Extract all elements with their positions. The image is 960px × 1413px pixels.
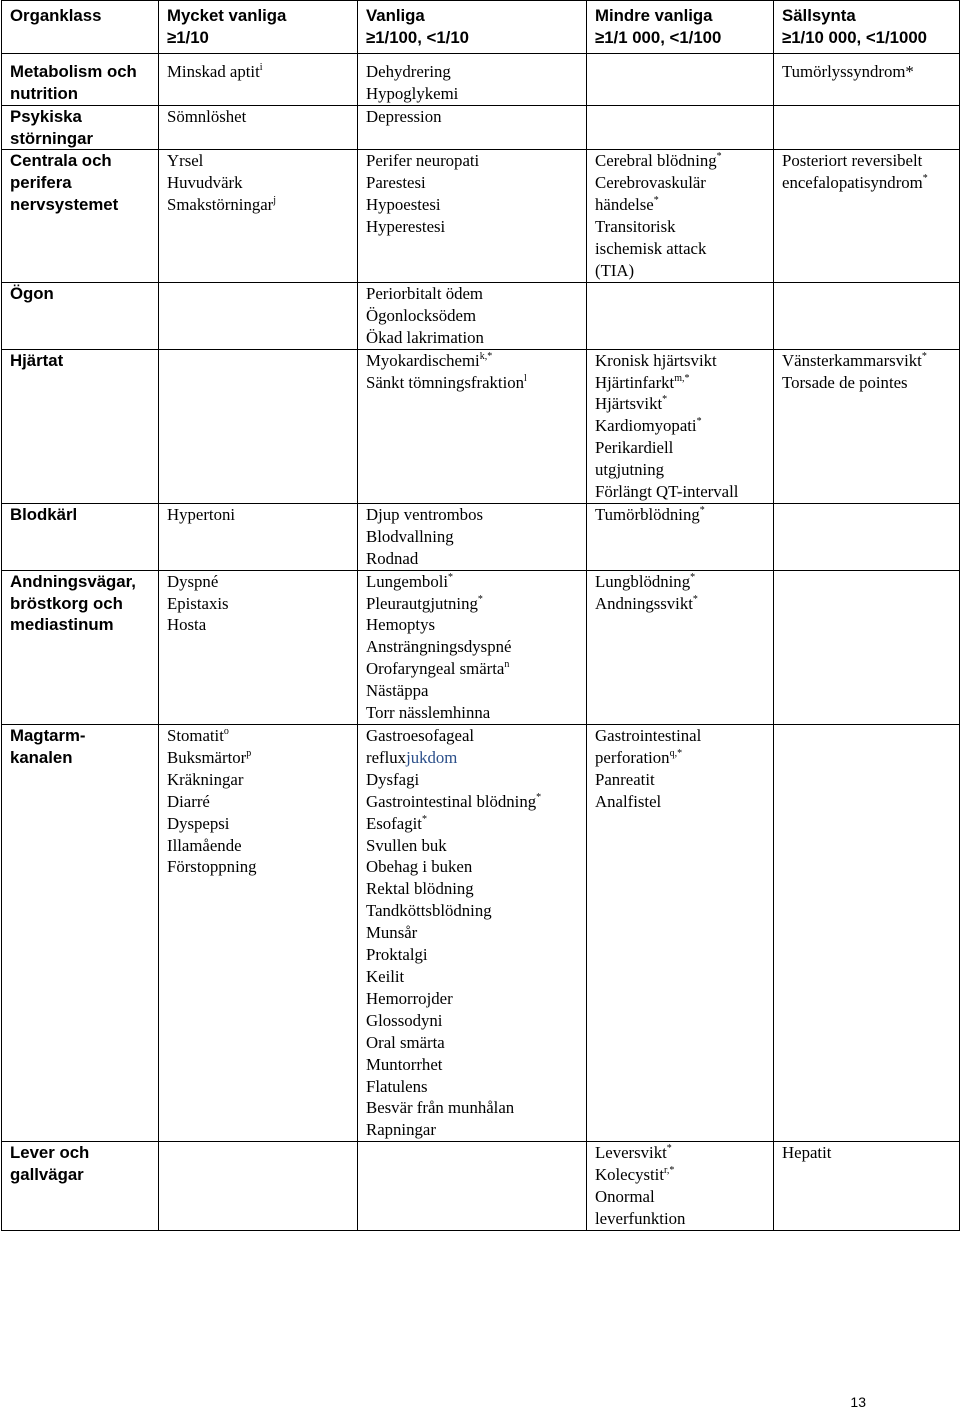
organ-class-cell (2, 282, 159, 349)
reaction-text: Sänkt tömningsfraktion (366, 372, 525, 392)
reaction-text: Panreatit (595, 769, 655, 789)
adverse-reactions-table (1, 0, 960, 1231)
reaction-term (366, 856, 583, 878)
footnote-marker: * (690, 571, 696, 583)
reaction-text: händelse (595, 195, 654, 215)
organ-class-line: Andningsvägar, (10, 571, 136, 591)
reaction-text: (TIA) (595, 260, 635, 280)
reaction-term (167, 593, 354, 615)
reaction-text: Gastrointestinal (595, 726, 702, 745)
cell-mindre-vanliga (587, 570, 774, 724)
footnote-marker: * (448, 571, 454, 583)
reaction-text: Posteriort reversibelt (782, 151, 923, 171)
reaction-term (366, 571, 583, 593)
table-row (2, 1142, 960, 1231)
cell-mycket-vanliga (159, 725, 358, 1142)
organ-class-line: Metabolism och (10, 61, 137, 81)
cell-mycket-vanliga (159, 150, 358, 282)
footnote-marker: * (653, 195, 659, 207)
reaction-term (167, 504, 354, 526)
reaction-term (366, 988, 583, 1010)
organ-class-cell (2, 503, 159, 570)
organ-class-line: kanalen (10, 747, 73, 767)
cell-mycket-vanliga (159, 1142, 358, 1231)
cell-sallsynta (774, 53, 960, 105)
reaction-text: Esofagit (366, 813, 422, 833)
reaction-term (366, 747, 583, 769)
reaction-term (366, 216, 583, 238)
reaction-term (595, 350, 770, 372)
reaction-term (167, 571, 354, 593)
footnote-marker: o (223, 726, 229, 737)
reaction-term (366, 835, 583, 857)
reaction-text: Glossodyni (366, 1010, 443, 1030)
reaction-term (366, 305, 583, 327)
reaction-term (167, 747, 354, 769)
reaction-text: Hjärtsvikt (595, 394, 663, 414)
organ-class-line: störningar (10, 128, 93, 148)
footnote-marker: * (536, 791, 542, 803)
reaction-term (167, 106, 354, 128)
cell-mycket-vanliga (159, 282, 358, 349)
reaction-text: Lungblödning (595, 571, 691, 591)
reaction-text: Flatulens (366, 1076, 428, 1096)
reaction-term (595, 481, 770, 503)
reaction-text: Huvudvärk (167, 173, 243, 193)
reaction-term (167, 813, 354, 835)
cell-mycket-vanliga (159, 349, 358, 503)
table-header-row (2, 1, 960, 54)
reaction-term (595, 725, 770, 747)
footnote-marker: * (716, 151, 722, 163)
reaction-term (366, 172, 583, 194)
cell-mindre-vanliga (587, 105, 774, 150)
reaction-term (366, 327, 583, 349)
cell-vanliga (358, 282, 587, 349)
cell-mindre-vanliga (587, 349, 774, 503)
reaction-term (366, 966, 583, 988)
reaction-term (366, 725, 583, 747)
cell-vanliga (358, 53, 587, 105)
reaction-term (366, 658, 583, 680)
reaction-term (366, 593, 583, 615)
reaction-term (595, 415, 770, 437)
reaction-text: Ökad lakrimation (366, 327, 484, 347)
reaction-text: Hemoptys (366, 615, 435, 635)
footnote-marker: r,* (663, 1165, 675, 1177)
reaction-text: Kronisk hjärtsvikt (595, 350, 717, 370)
reaction-term (366, 372, 583, 394)
cell-sallsynta (774, 1142, 960, 1231)
reaction-term (366, 1010, 583, 1032)
reaction-text: Hosta (167, 615, 207, 635)
footnote-marker: * (662, 394, 668, 406)
reaction-term (366, 106, 583, 128)
reaction-term (366, 878, 583, 900)
reaction-term (595, 791, 770, 813)
reaction-text: Analfistel (595, 791, 662, 811)
reaction-text: Gastroesofageal (366, 726, 475, 745)
reaction-text: Torsade de pointes (782, 372, 908, 392)
reaction-term (595, 437, 770, 459)
reaction-text: Myokardischemi (366, 350, 480, 370)
reaction-text: Kräkningar (167, 769, 244, 789)
reaction-text: Hyperestesi (366, 217, 446, 237)
footnote-marker: q,* (669, 747, 683, 759)
reaction-text: Oral smärta (366, 1032, 445, 1052)
reaction-term (595, 769, 770, 791)
cell-mindre-vanliga (587, 150, 774, 282)
reaction-text: Tumörlyssyndrom* (782, 61, 914, 81)
reaction-term (366, 61, 583, 83)
header-mindre-vanliga: Mindre vanliga ≥1/1 000, <1/100 (587, 1, 774, 54)
reaction-term (167, 150, 354, 172)
cell-mindre-vanliga (587, 53, 774, 105)
footnote-marker: * (421, 813, 427, 825)
reaction-term (366, 1076, 583, 1098)
reaction-term (595, 1208, 770, 1230)
reaction-text: Perifer neuropati (366, 151, 480, 171)
reaction-term (595, 504, 770, 526)
reaction-term (595, 459, 770, 481)
reaction-text: Förlängt QT-intervall (595, 482, 739, 502)
footnote-marker: k,* (479, 350, 493, 362)
reaction-text: perforation (595, 747, 670, 767)
reaction-text: Obehag i buken (366, 857, 473, 877)
reaction-term (167, 835, 354, 857)
reaction-text: leverfunktion (595, 1208, 686, 1228)
reaction-term (366, 614, 583, 636)
reaction-term (595, 260, 770, 282)
reaction-text: Nästäppa (366, 681, 429, 701)
reaction-text: Hjärtinfarkt (595, 372, 675, 392)
reaction-text: Muntorrhet (366, 1054, 443, 1074)
cell-vanliga (358, 105, 587, 150)
reaction-text: Rodnad (366, 548, 419, 568)
organ-class-line: Lever och (10, 1143, 90, 1163)
table-row (2, 53, 960, 105)
reaction-term (167, 61, 354, 83)
reaction-text: Dyspepsi (167, 813, 230, 833)
cell-sallsynta (774, 725, 960, 1142)
reaction-text: Illamående (167, 835, 242, 855)
reaction-text: Tandköttsblödning (366, 901, 492, 921)
organ-class-line: gallvägar (10, 1165, 84, 1185)
reaction-text: Ögonlocksödem (366, 305, 476, 325)
reaction-text: Kolecystit (595, 1165, 664, 1185)
reaction-text: ischemisk attack (595, 239, 707, 259)
reaction-term (366, 680, 583, 702)
footnote-marker: * (699, 504, 705, 516)
reaction-term (167, 791, 354, 813)
footnote-marker: * (666, 1143, 672, 1155)
reaction-term (366, 1097, 583, 1119)
reaction-text: Proktalgi (366, 945, 428, 965)
reaction-term (366, 504, 583, 526)
reaction-text: Dyspné (167, 571, 219, 591)
cell-mycket-vanliga (159, 503, 358, 570)
reaction-text: Yrsel (167, 151, 204, 171)
reaction-term (366, 1119, 583, 1141)
reaction-term (782, 150, 956, 172)
reaction-term (366, 900, 583, 922)
cell-mindre-vanliga (587, 503, 774, 570)
reaction-text: utgjutning (595, 460, 664, 480)
reaction-text: Gastrointestinal blödning (366, 791, 537, 811)
reaction-text: Tumörblödning (595, 504, 700, 524)
reaction-term (366, 791, 583, 813)
footnote-marker: n (504, 659, 510, 671)
cell-mindre-vanliga (587, 725, 774, 1142)
organ-class-cell (2, 1142, 159, 1231)
reaction-term (595, 194, 770, 216)
reaction-term (366, 769, 583, 791)
footnote-marker: l (524, 372, 527, 384)
reaction-text: Besvär från munhålan (366, 1098, 515, 1118)
reaction-term (167, 856, 354, 878)
header-mycket-vanliga: Mycket vanliga ≥1/10 (159, 1, 358, 54)
reaction-term (366, 922, 583, 944)
reaction-text: Pleurautgjutning (366, 593, 478, 613)
cell-mycket-vanliga (159, 105, 358, 150)
table-row (2, 570, 960, 724)
reaction-term (595, 216, 770, 238)
footnote-marker: j (273, 195, 277, 207)
organ-class-line: Centrala och (10, 151, 112, 171)
cell-mindre-vanliga (587, 1142, 774, 1231)
reaction-text: Transitorisk (595, 217, 676, 237)
footnote-marker: * (692, 593, 698, 605)
reaction-text: Munsår (366, 923, 418, 943)
cell-sallsynta (774, 150, 960, 282)
highlighted-text: jukdom (406, 747, 458, 767)
reaction-text: Stomatit (167, 726, 224, 745)
reaction-text: Hypertoni (167, 504, 236, 524)
reaction-text: Dehydrering (366, 61, 451, 81)
reaction-term (366, 350, 583, 372)
reaction-term (366, 548, 583, 570)
reaction-text: reflux (366, 747, 407, 767)
reaction-text: Cerebral blödning (595, 151, 717, 171)
cell-vanliga (358, 570, 587, 724)
footnote-marker: * (922, 173, 928, 185)
reaction-text: Buksmärtor (167, 747, 247, 767)
reaction-term (167, 172, 354, 194)
reaction-text: Hepatit (782, 1143, 832, 1163)
organ-class-cell (2, 150, 159, 282)
reaction-term (782, 1142, 956, 1164)
reaction-term (366, 702, 583, 724)
organ-class-line: nervsystemet (10, 195, 119, 215)
reaction-text: Depression (366, 106, 442, 126)
reaction-term (595, 372, 770, 394)
reaction-term (366, 150, 583, 172)
reaction-text: Andningssvikt (595, 593, 693, 613)
reaction-text: Cerebrovaskulär (595, 173, 706, 193)
table-row (2, 725, 960, 1142)
cell-vanliga (358, 725, 587, 1142)
reaction-text: Perikardiell (595, 438, 674, 458)
reaction-text: Förstoppning (167, 857, 257, 877)
reaction-term (782, 372, 956, 394)
reaction-text: Rapningar (366, 1120, 436, 1140)
footnote-marker: m,* (674, 372, 690, 384)
reaction-text: Rektal blödning (366, 879, 474, 899)
reaction-text: Minskad aptit (167, 61, 260, 81)
reaction-term (366, 283, 583, 305)
organ-class-cell (2, 570, 159, 724)
organ-class-line: Ögon (10, 283, 54, 303)
reaction-term (595, 1186, 770, 1208)
reaction-text: Onormal (595, 1187, 655, 1207)
reaction-term (366, 1032, 583, 1054)
reaction-text: Kardiomyopati (595, 416, 697, 436)
cell-sallsynta (774, 570, 960, 724)
reaction-term (595, 150, 770, 172)
reaction-term (595, 238, 770, 260)
reaction-text: Leversvikt (595, 1143, 667, 1163)
reaction-term (782, 172, 956, 194)
cell-mycket-vanliga (159, 570, 358, 724)
reaction-term (366, 636, 583, 658)
reaction-text: Lungemboli (366, 571, 449, 591)
organ-class-line: Blodkärl (10, 504, 78, 524)
organ-class-line: bröstkorg och (10, 593, 123, 613)
reaction-term (595, 747, 770, 769)
reaction-term (366, 83, 583, 105)
reaction-term (782, 61, 956, 83)
reaction-text: Keilit (366, 966, 405, 986)
header-organklass: Organklass (2, 1, 159, 54)
reaction-text: Epistaxis (167, 593, 229, 613)
reaction-text: Parestesi (366, 173, 426, 193)
reaction-term (595, 1142, 770, 1164)
reaction-term (595, 1164, 770, 1186)
organ-class-cell (2, 349, 159, 503)
reaction-text: Orofaryngeal smärta (366, 659, 505, 679)
reaction-text: Smakstörningar (167, 195, 274, 215)
organ-class-line: nutrition (10, 83, 79, 103)
reaction-term (366, 1054, 583, 1076)
table-row (2, 503, 960, 570)
reaction-term (595, 172, 770, 194)
reaction-text: Sömnlöshet (167, 106, 247, 126)
table-row (2, 150, 960, 282)
page-number: 13 (850, 1394, 866, 1410)
reaction-term (595, 593, 770, 615)
organ-class-line: Psykiska (10, 106, 82, 126)
reaction-term (167, 769, 354, 791)
cell-vanliga (358, 349, 587, 503)
reaction-term (595, 393, 770, 415)
reaction-text: Djup ventrombos (366, 504, 483, 524)
cell-sallsynta (774, 503, 960, 570)
organ-class-line: mediastinum (10, 615, 114, 635)
footnote-marker: p (246, 747, 252, 759)
reaction-text: Ansträngningsdyspné (366, 637, 512, 657)
cell-sallsynta (774, 349, 960, 503)
reaction-text: Torr nässlemhinna (366, 703, 491, 723)
reaction-text: Vänsterkammarsvikt (782, 350, 922, 370)
cell-vanliga (358, 1142, 587, 1231)
cell-vanliga (358, 503, 587, 570)
organ-class-line: Hjärtat (10, 350, 64, 370)
footnote-marker: * (921, 350, 927, 362)
cell-mindre-vanliga (587, 282, 774, 349)
footnote-marker: * (477, 593, 483, 605)
cell-mycket-vanliga (159, 53, 358, 105)
reaction-text: Hypoestesi (366, 195, 441, 215)
reaction-text: Dysfagi (366, 769, 420, 789)
reaction-term (366, 813, 583, 835)
reaction-text: Hemorrojder (366, 988, 453, 1008)
reaction-term (366, 944, 583, 966)
cell-sallsynta (774, 105, 960, 150)
reaction-term (366, 194, 583, 216)
reaction-term (167, 725, 354, 747)
table-row (2, 282, 960, 349)
reaction-text: Periorbitalt ödem (366, 283, 483, 303)
reaction-term (366, 526, 583, 548)
reaction-term (595, 571, 770, 593)
reaction-text: Diarré (167, 791, 210, 811)
organ-class-cell (2, 725, 159, 1142)
reaction-text: Blodvallning (366, 526, 454, 546)
reaction-text: encefalopatisyndrom (782, 173, 923, 193)
header-sallsynta: Sällsynta ≥1/10 000, <1/1000 (774, 1, 960, 54)
reaction-text: Svullen buk (366, 835, 447, 855)
reaction-term (167, 194, 354, 216)
reaction-term (167, 614, 354, 636)
organ-class-line: Magtarm- (10, 726, 86, 745)
reaction-term (782, 350, 956, 372)
table-row (2, 105, 960, 150)
reaction-text: Hypoglykemi (366, 83, 459, 103)
organ-class-cell (2, 105, 159, 150)
footnote-marker: * (696, 416, 702, 428)
table-row (2, 349, 960, 503)
cell-vanliga (358, 150, 587, 282)
header-vanliga: Vanliga ≥1/100, <1/10 (358, 1, 587, 54)
footnote-marker: i (259, 61, 263, 73)
organ-class-cell (2, 53, 159, 105)
organ-class-line: perifera (10, 173, 72, 193)
cell-sallsynta (774, 282, 960, 349)
